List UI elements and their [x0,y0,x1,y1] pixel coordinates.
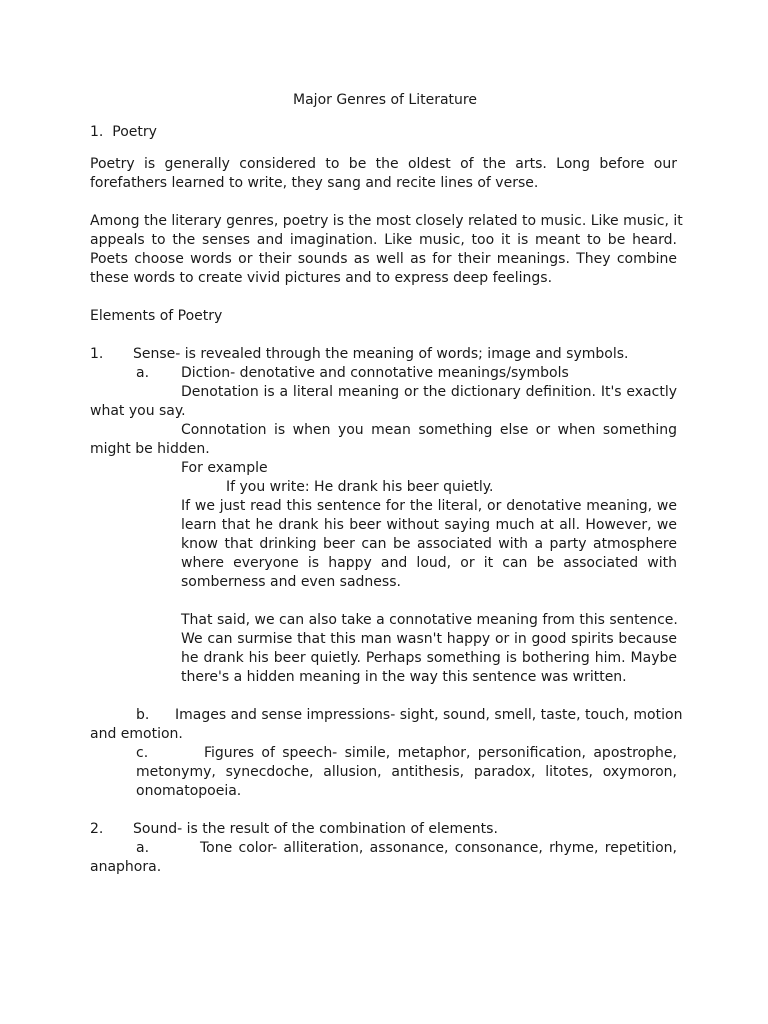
elements-heading: Elements of Poetry [90,308,223,324]
explain1-line5: somberness and even sadness. [181,574,401,590]
item2-text: Sound- is the result of the combination of elements. [133,821,498,837]
para2-line2: appeals to the senses and imagination. Like music, too it is meant to be heard. [90,232,677,248]
explain2-line4: there's a hidden meaning in the way this sentence was written. [181,669,627,685]
para2-line3: Poets choose words or their sounds as well as for their meanings. They combine [90,251,677,267]
explain2-line1: That said, we can also take a connotative meaning from this sentence. [181,612,678,628]
item1c-line2: metonymy, synecdoche, allusion, antithesis, paradox, litotes, oxymoron, [136,764,677,780]
for-example-label: For example [181,460,268,476]
item1b-letter: b. [136,707,150,723]
document-title: Major Genres of Literature [293,92,477,108]
example-sentence: If you write: He drank his beer quietly. [226,479,494,495]
explain1-line1: If we just read this sentence for the literal, or denotative meaning, we [181,498,677,514]
explain2-line3: he drank his beer quietly. Perhaps something is bothering him. Maybe [181,650,677,666]
item1c-line1: Figures of speech- simile, metaphor, personification, apostrophe, [204,745,677,761]
item1b-line2: and emotion. [90,726,183,742]
connotation-line1: Connotation is when you mean something else or when something [181,422,677,438]
item2a-letter: a. [136,840,150,856]
section-heading-poetry: 1. Poetry [90,124,157,140]
item1-number: 1. [90,346,104,362]
para1-line1: Poetry is generally considered to be the oldest of the arts. Long before our [90,156,677,172]
item1a-letter: a. [136,365,150,381]
explain1-line4: where everyone is happy and loud, or it can be associated with [181,555,677,571]
item2-number: 2. [90,821,104,837]
explain1-line3: know that drinking beer can be associated with a party atmosphere [181,536,677,552]
para2-line4: these words to create vivid pictures and to express deep feelings. [90,270,553,286]
explain1-line2: learn that he drank his beer without saying much at all. However, we [181,517,677,533]
item1c-line3: onomatopoeia. [136,783,242,799]
para1-line2: forefathers learned to write, they sang and recite lines of verse. [90,175,539,191]
item2a-line2: anaphora. [90,859,162,875]
explain2-line2: We can surmise that this man wasn't happy or in good spirits because [181,631,677,647]
item2a-line1: Tone color- alliteration, assonance, consonance, rhyme, repetition, [200,840,677,856]
denotation-line2: what you say. [90,403,186,419]
denotation-line1: Denotation is a literal meaning or the dictionary definition. It's exactly [181,384,677,400]
item1b-line1: Images and sense impressions- sight, sound, smell, taste, touch, motion [175,707,683,723]
para2-line1: Among the literary genres, poetry is the most closely related to music. Like music, it [90,213,683,229]
item1-text: Sense- is revealed through the meaning of words; image and symbols. [133,346,629,362]
item1c-letter: c. [136,745,149,761]
item1a-text: Diction- denotative and connotative meanings/symbols [181,365,569,381]
connotation-line2: might be hidden. [90,441,210,457]
